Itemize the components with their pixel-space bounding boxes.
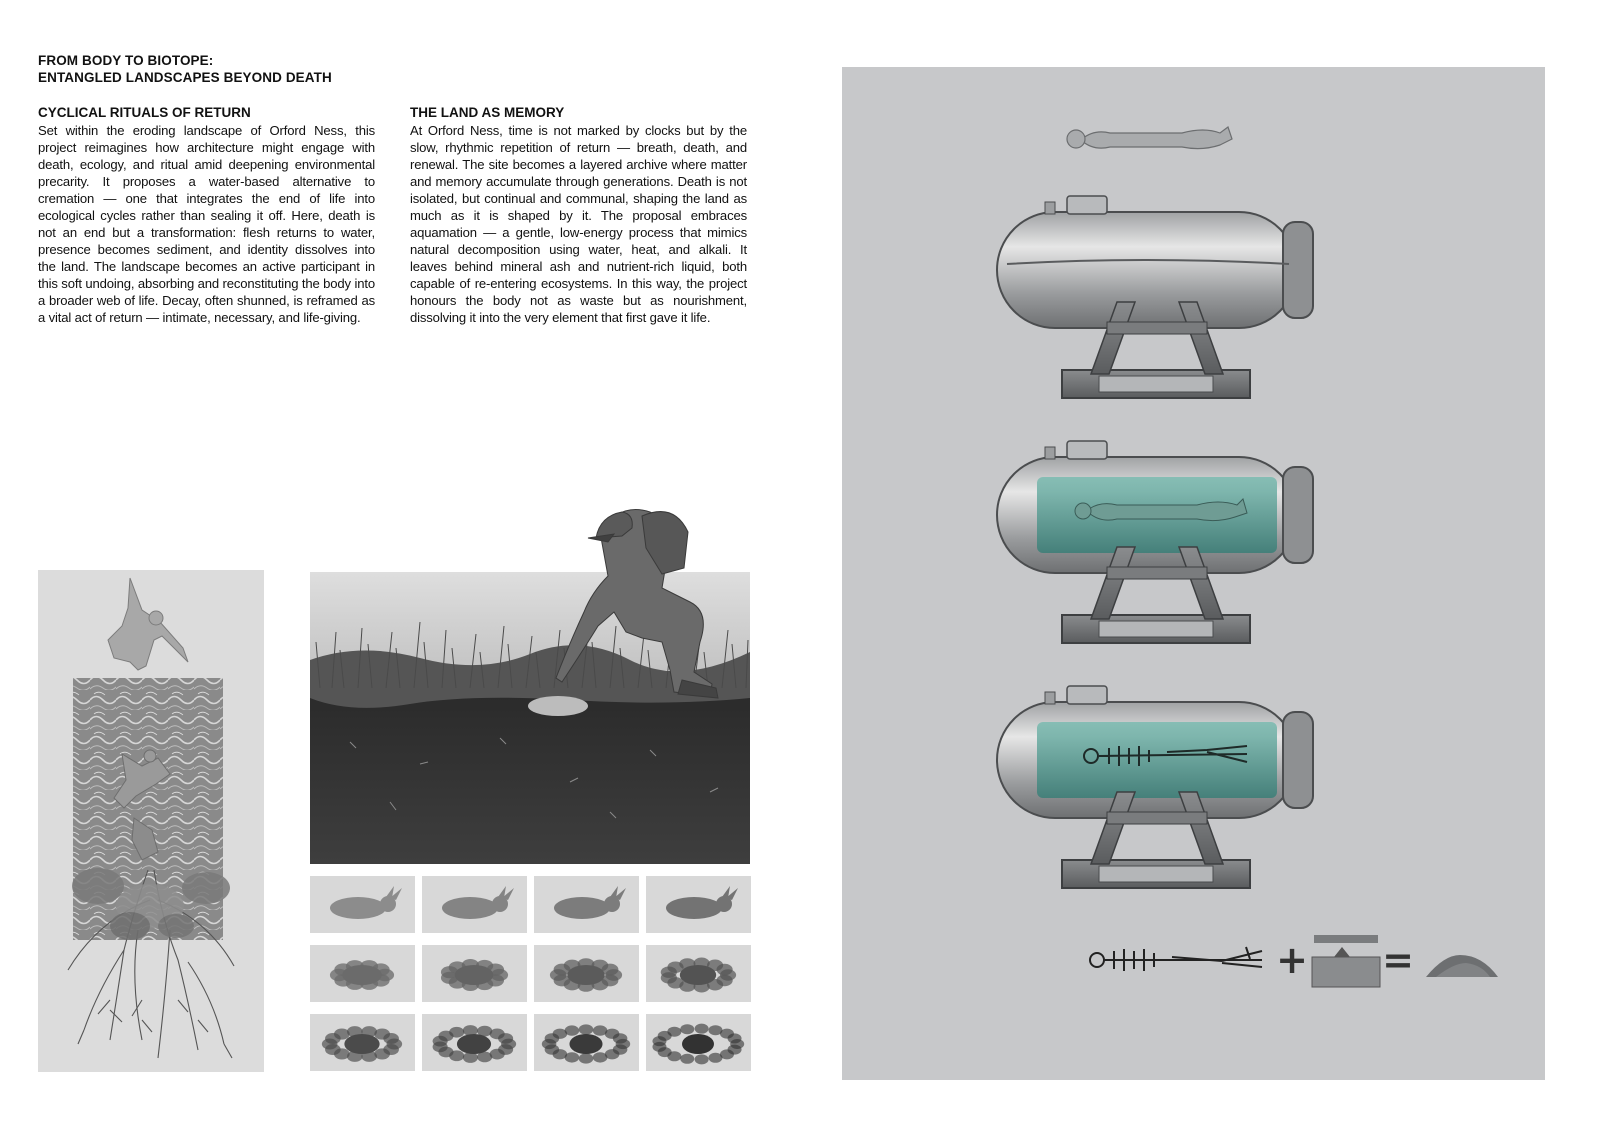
soil-section-image bbox=[270, 492, 800, 864]
rabbit-frame bbox=[534, 945, 639, 1002]
rabbit-frame bbox=[422, 945, 527, 1002]
title-line-1: FROM BODY TO BIOTOPE: bbox=[38, 53, 214, 68]
mini-tank-icon bbox=[1312, 935, 1380, 987]
rabbit-frame bbox=[422, 876, 527, 933]
equation-equals: = bbox=[1382, 938, 1414, 982]
rabbit-icon bbox=[433, 1025, 517, 1063]
rabbit-icon bbox=[554, 886, 626, 919]
rabbit-icon bbox=[322, 1026, 402, 1062]
ritual-collage-image bbox=[38, 570, 264, 1072]
rabbit-icon bbox=[441, 959, 508, 991]
rabbit-frame bbox=[310, 1014, 415, 1071]
rabbit-frame bbox=[310, 876, 415, 933]
equation-plus: + bbox=[1276, 938, 1308, 982]
rabbit-frame bbox=[310, 945, 415, 1002]
ash-pile-icon bbox=[1426, 955, 1498, 977]
rabbit-decomposition-grid bbox=[310, 876, 752, 1072]
rabbit-icon bbox=[666, 886, 738, 919]
rabbit-frame bbox=[534, 876, 639, 933]
section-heading: THE LAND AS MEMORY bbox=[410, 105, 565, 120]
section-land-as-memory bbox=[410, 104, 747, 326]
rabbit-frame bbox=[646, 1014, 751, 1071]
body-figure-icon bbox=[1067, 127, 1232, 149]
rabbit-icon bbox=[542, 1024, 630, 1063]
rabbit-frame bbox=[646, 876, 751, 933]
rabbit-icon bbox=[550, 958, 622, 992]
rabbit-icon bbox=[442, 886, 514, 919]
rabbit-frame bbox=[422, 1014, 527, 1071]
rabbit-frame bbox=[646, 945, 751, 1002]
section-body: At Orford Ness, time is not marked by clocks but by the slow, rhythmic repetition of return — breath, death, and renewal. The site becomes a layered archive where matter and memory accumulate through generations. Death is not isolated, but continual and communal, shaping the land as much as it is shaped by it. The proposal embraces aquamation — a gentle, low-energy process that mimics natural decomposition using water, heat, and alkali. It leaves behind mineral ash and nutrient-rich liquid, both capable of re-entering ecosystems. In this way, the project honours the body not as waste but as nourishment, dissolving it into the very element that first gave it life. bbox=[410, 123, 747, 325]
skeleton-icon bbox=[1090, 947, 1262, 971]
rabbit-icon bbox=[330, 960, 394, 990]
section-body: Set within the eroding landscape of Orford Ness, this project reimagines how architecture might engage with death, ecology, and ritual amid deepening environmental precarity. It proposes a water-based alternative to cremation — one that integrates the end of life into ecological cycles rather than sealing it off. Here, death is not an end but a transformation: flesh returns to water, presence becomes sediment, and identity dissolves into the land. The landscape becomes an active participant in this soft undoing, absorbing and reconstituting the body into a broader web of life. Decay, often shunned, is reframed as a vital act of return — intimate, necessary, and life-giving. bbox=[38, 123, 375, 325]
aquamation-tank-icon bbox=[997, 196, 1313, 398]
aquamation-tank-icon bbox=[997, 686, 1313, 888]
aquamation-process-panel bbox=[842, 67, 1545, 1080]
rabbit-icon bbox=[661, 958, 736, 993]
rabbit-icon bbox=[330, 886, 402, 919]
rabbit-icon bbox=[652, 1024, 744, 1065]
section-heading: CYCLICAL RITUALS OF RETURN bbox=[38, 105, 251, 120]
title-line-2: ENTANGLED LANDSCAPES BEYOND DEATH bbox=[38, 70, 332, 85]
aquamation-tank-icon bbox=[997, 441, 1313, 643]
rabbit-frame bbox=[534, 1014, 639, 1071]
page-title bbox=[38, 52, 398, 86]
section-cyclical-rituals bbox=[38, 104, 375, 326]
